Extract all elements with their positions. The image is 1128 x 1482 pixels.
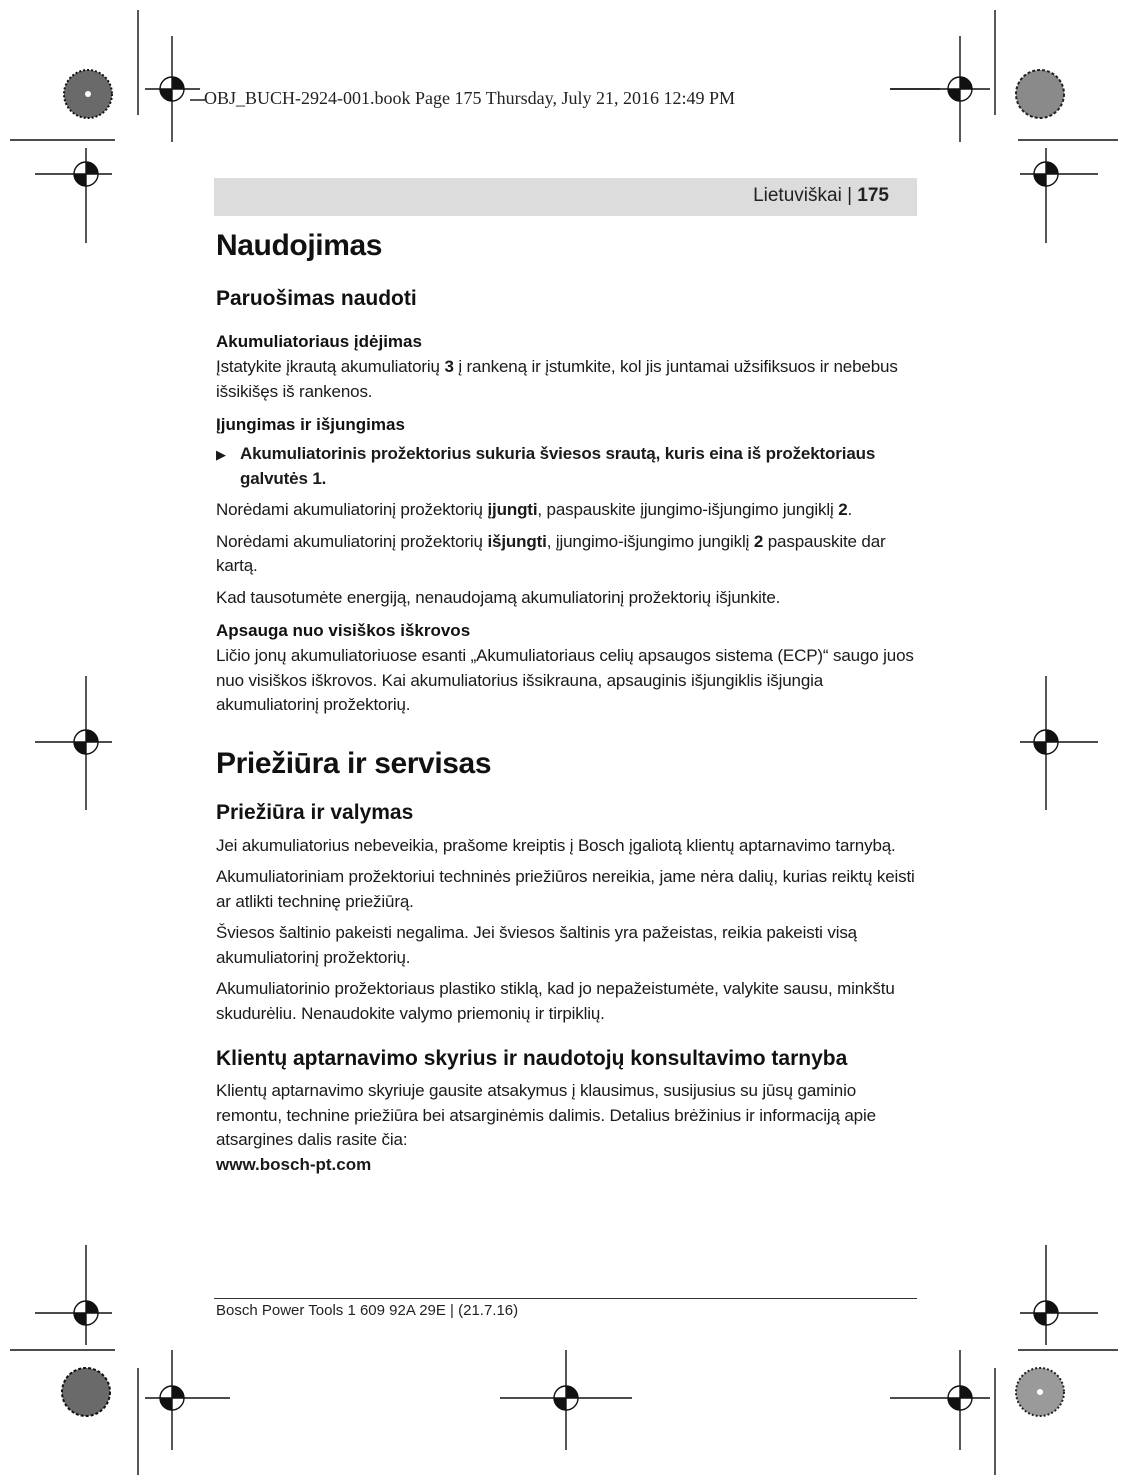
text-run: , įjungimo-išjungimo jungiklį xyxy=(546,531,754,551)
paragraph-valymas-1: Jei akumuliatorius nebeveikia, prašome kreiptis į Bosch įgaliotą klientų aptarnavimo tarnybą. xyxy=(216,835,896,855)
part-number: 2 xyxy=(753,531,764,551)
page-content xyxy=(216,224,916,1177)
text-run: Norėdami akumuliatorinį prožektorių xyxy=(216,531,488,551)
paragraph-ijungti xyxy=(216,498,916,523)
section-title-prieziura: Priežiūra ir servisas xyxy=(216,746,492,780)
print-slug: OBJ_BUCH-2924-001.book Page 175 Thursday, July 21, 2016 12:49 PM xyxy=(204,88,736,108)
paragraph-valymas-4: Akumuliatorinio prožektoriaus plastiko stiklą, kad jo nepažeistumėte, valykite sausu, minkštu skudurėliu. Nenaudokite valymo priemonių ir tirpiklių. xyxy=(216,979,895,1023)
subsection-title-paruosimas: Paruošimas naudoti xyxy=(216,287,417,310)
section-title-naudojimas: Naudojimas xyxy=(216,229,383,262)
paragraph-apsauga: Ličio jonų akumuliatoriuose esanti „Akumuliatoriaus celių apsaugos sistema (ECP)“ saugo juos nuo visiškos iškrovos. Kai akumuliatorius išsikrauna, apsauginis išjungiklis išjungia akumuliatorinį prožektorių. xyxy=(216,646,914,714)
website-link[interactable]: www.bosch-pt.com xyxy=(216,1154,372,1174)
warning-text: Akumuliatorinis prožektorius sukuria šviesos srautą, kuris eina iš prožektoriaus galvutės 1. xyxy=(240,444,876,488)
subsection-title-valymas: Priežiūra ir valymas xyxy=(216,800,414,824)
subsection-title-klientu: Klientų aptarnavimo skyrius ir naudotojų konsultavimo tarnyba xyxy=(216,1047,848,1070)
header-text xyxy=(753,185,889,207)
text-run: paspauskite dar kartą. xyxy=(216,531,886,575)
heading-akumuliatoriaus-idejimas: Akumuliatoriaus įdėjimas xyxy=(216,332,422,351)
text-run: į rankeną ir įstumkite, kol jis juntamai užsifiksuos ir nebebus išsikišęs iš rankenos. xyxy=(216,357,898,401)
heading-apsauga: Apsauga nuo visiškos iškrovos xyxy=(216,621,471,640)
paragraph-idejimas xyxy=(216,355,916,404)
emphasis: įjungti xyxy=(487,500,538,519)
footer-divider xyxy=(214,1298,917,1299)
text-run: Norėdami akumuliatorinį prožektorių xyxy=(216,500,488,519)
footer-text: Bosch Power Tools 1 609 92A 29E | (21.7.16) xyxy=(216,1302,519,1319)
bullet-triangle-icon: ▶ xyxy=(216,447,226,462)
paragraph-isjungti xyxy=(216,530,916,579)
emphasis: išjungti xyxy=(487,531,547,551)
paragraph-valymas-3: Šviesos šaltinio pakeisti negalima. Jei šviesos šaltinis yra pažeistas, reikia pakeisti visą akumuliatorinį prožektorių. xyxy=(216,923,857,967)
part-number: 2 xyxy=(838,500,848,519)
text-run: . xyxy=(847,500,853,519)
heading-ijungimas: Įjungimas ir išjungimas xyxy=(216,415,405,434)
paragraph-valymas-2: Akumuliatoriniam prožektoriui techninės priežiūros nereikia, jame nėra dalių, kurias reiktų keisti ar atlikti techninę priežiūrą. xyxy=(216,867,915,911)
header-separator: | xyxy=(841,185,858,206)
text-run: Įstatykite įkrautą akumuliatorių xyxy=(216,357,445,376)
part-number: 3 xyxy=(444,357,454,376)
page-header xyxy=(214,178,917,216)
paragraph-klientu: Klientų aptarnavimo skyriuje gausite atsakymus į klausimus, susijusius su jūsų gaminio remontu, technine priežiūra bei atsarginėmis dalimis. Detalius brėžinius ir informaciją apie atsargines dalis rasite čia: xyxy=(216,1081,876,1149)
warning-bullet xyxy=(216,442,916,491)
paragraph-energy: Kad tausotumėte energiją, nenaudojamą akumuliatorinį prožektorių išjunkite. xyxy=(216,587,781,607)
text-run: , paspauskite įjungimo-išjungimo jungiklį xyxy=(537,500,839,519)
page-number: 175 xyxy=(857,185,889,206)
header-language: Lietuviškai xyxy=(753,185,842,206)
